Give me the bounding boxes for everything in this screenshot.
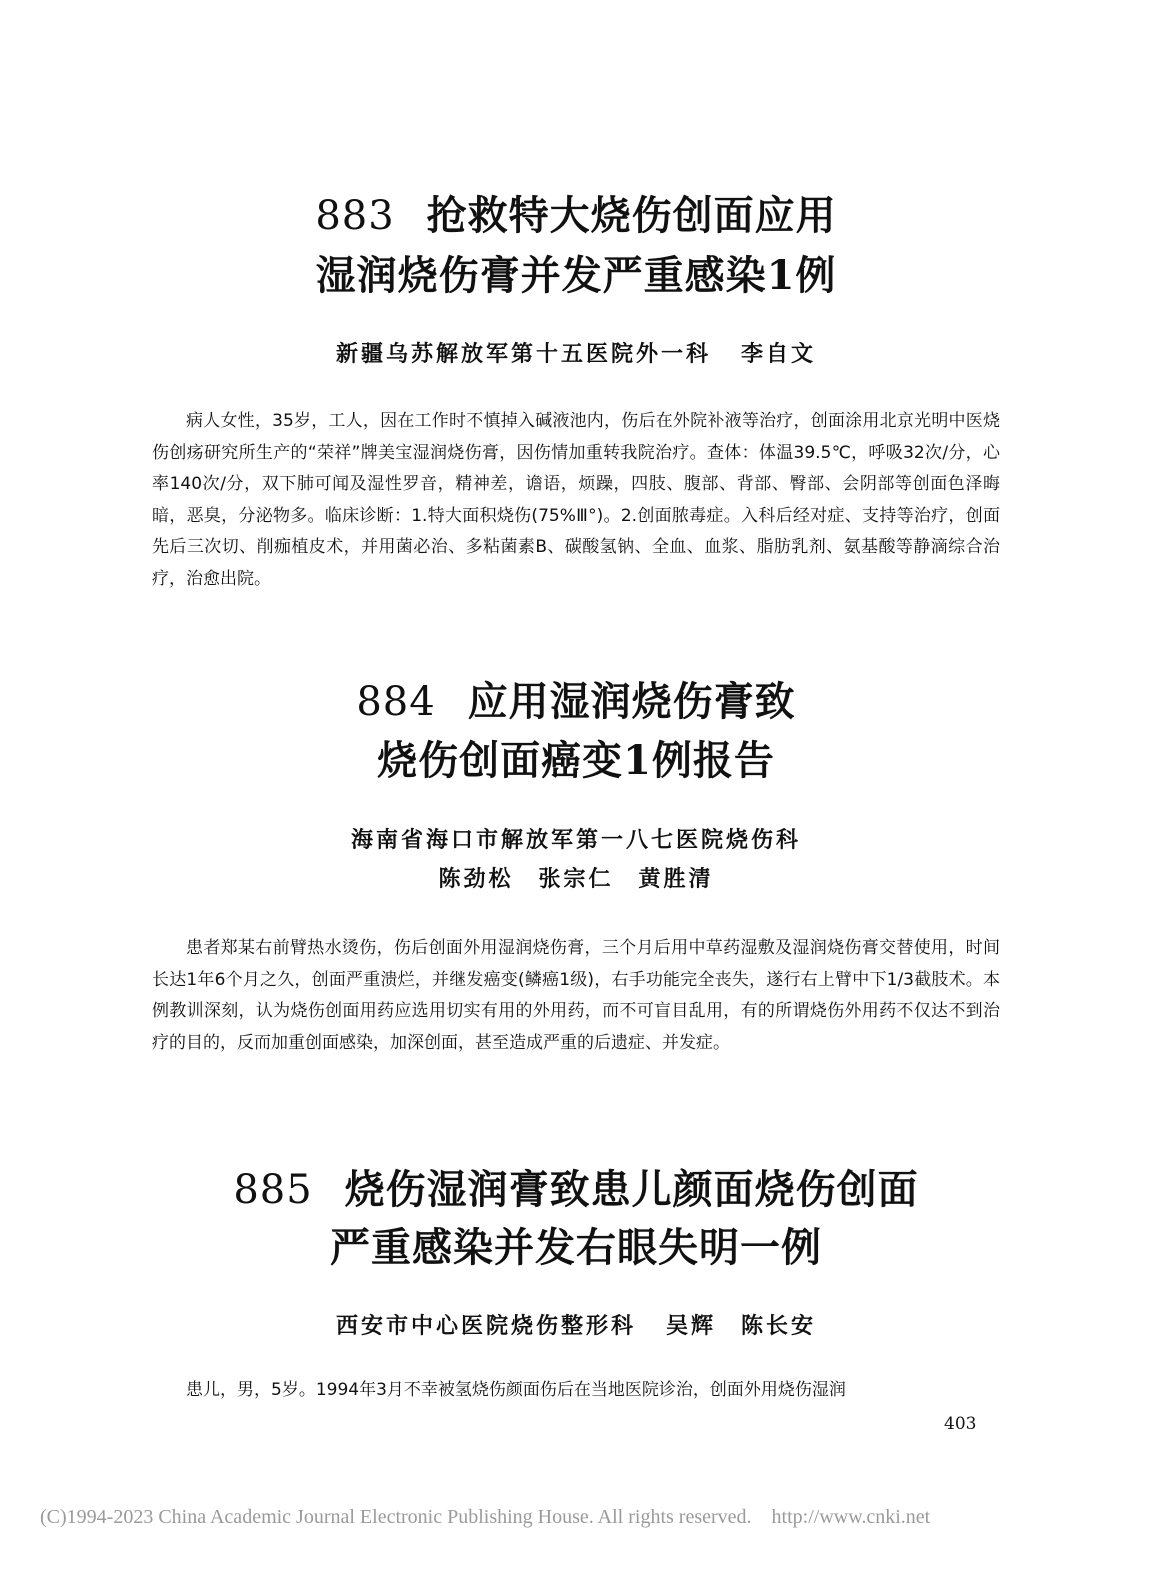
copyright-text: (C)1994-2023 China Academic Journal Electronic Publishing House. All rights reserved. <box>40 1506 752 1528</box>
article-885-body: 患儿，男，5岁。1994年3月不幸被氢烧伤颜面伤后在当地医院诊治，创面外用烧伤湿润 <box>186 1380 846 1400</box>
copyright-footer <box>40 1506 1130 1529</box>
article-883-title <box>0 184 1152 248</box>
article-885-affiliation <box>0 1307 1152 1345</box>
title-line: 应用湿润烧伤膏致 <box>467 678 796 725</box>
article-number: 885 <box>233 1167 313 1213</box>
article-883-affiliation <box>0 335 1152 373</box>
article-883-title-line2: 湿润烧伤膏并发严重感染1例 <box>315 252 837 299</box>
title-line: 烧伤湿润膏致患儿颜面烧伤创面 <box>344 1166 919 1213</box>
article-number: 883 <box>315 193 395 239</box>
article-883-body: 病人女性，35岁，工人，因在工作时不慎掉入碱液池内，伤后在外院补液等治疗，创面涂用北京光明中医烧伤创疡研究所生产的“荣祥”牌美宝湿润烧伤膏，因伤情加重转我院治疗。查体：体温39.5℃，呼吸32次/分，心率140次/分，双下肺可闻及湿性罗音，精神差，谵语，烦躁，四肢、腹部、背部、臀部、会阴部等创面色泽晦暗，恶臭，分泌物多。临床诊断：1.特大面积烧伤(75%Ⅲ°)。2.创面脓毒症。入科后经对症、支持等治疗，创面先后三次切、削痂植皮术，并用菌必治、多粘菌素B、碳酸氢钠、全血、血浆、脂肪乳剂、氨基酸等静滴综合治疗，治愈出院。 <box>152 411 1000 589</box>
article-number: 884 <box>356 679 436 725</box>
article-884-affiliation: 海南省海口市解放军第一八七医院烧伤科 <box>350 827 801 853</box>
article-884-title-line2: 烧伤创面癌变1例报告 <box>377 737 775 784</box>
article-885-title-line2: 严重感染并发右眼失明一例 <box>330 1224 822 1271</box>
authors: 吴辉 陈长安 <box>666 1313 817 1339</box>
article-884-authors: 陈劲松 张宗仁 黄胜清 <box>438 866 714 892</box>
affiliation: 新疆乌苏解放军第十五医院外一科 <box>335 341 711 367</box>
article-884-body: 患者郑某右前臂热水烫伤，伤后创面外用湿润烧伤膏，三个月后用中草药湿敷及湿润烧伤膏交替使用，时间长达1年6个月之久，创面严重溃烂，并继发癌变(鳞癌1级)，右手功能完全丧失，遂行右上臂中下1/3截肢术。本例教训深刻，认为烧伤创面用药应选用切实有用的外用药，而不可盲目乱用，有的所谓烧伤外用药不仅达不到治疗的目的，反而加重创面感染，加深创面，甚至造成严重的后遗症、并发症。 <box>152 938 1000 1053</box>
page-number: 403 <box>944 1414 977 1434</box>
article-884-title <box>0 670 1152 734</box>
article-885-title <box>0 1158 1152 1222</box>
affiliation: 西安市中心医院烧伤整形科 <box>335 1313 636 1339</box>
footer-url-link[interactable]: http://www.cnki.net <box>771 1506 931 1528</box>
title-line: 抢救特大烧伤创面应用 <box>426 192 837 239</box>
authors: 李自文 <box>741 341 817 367</box>
